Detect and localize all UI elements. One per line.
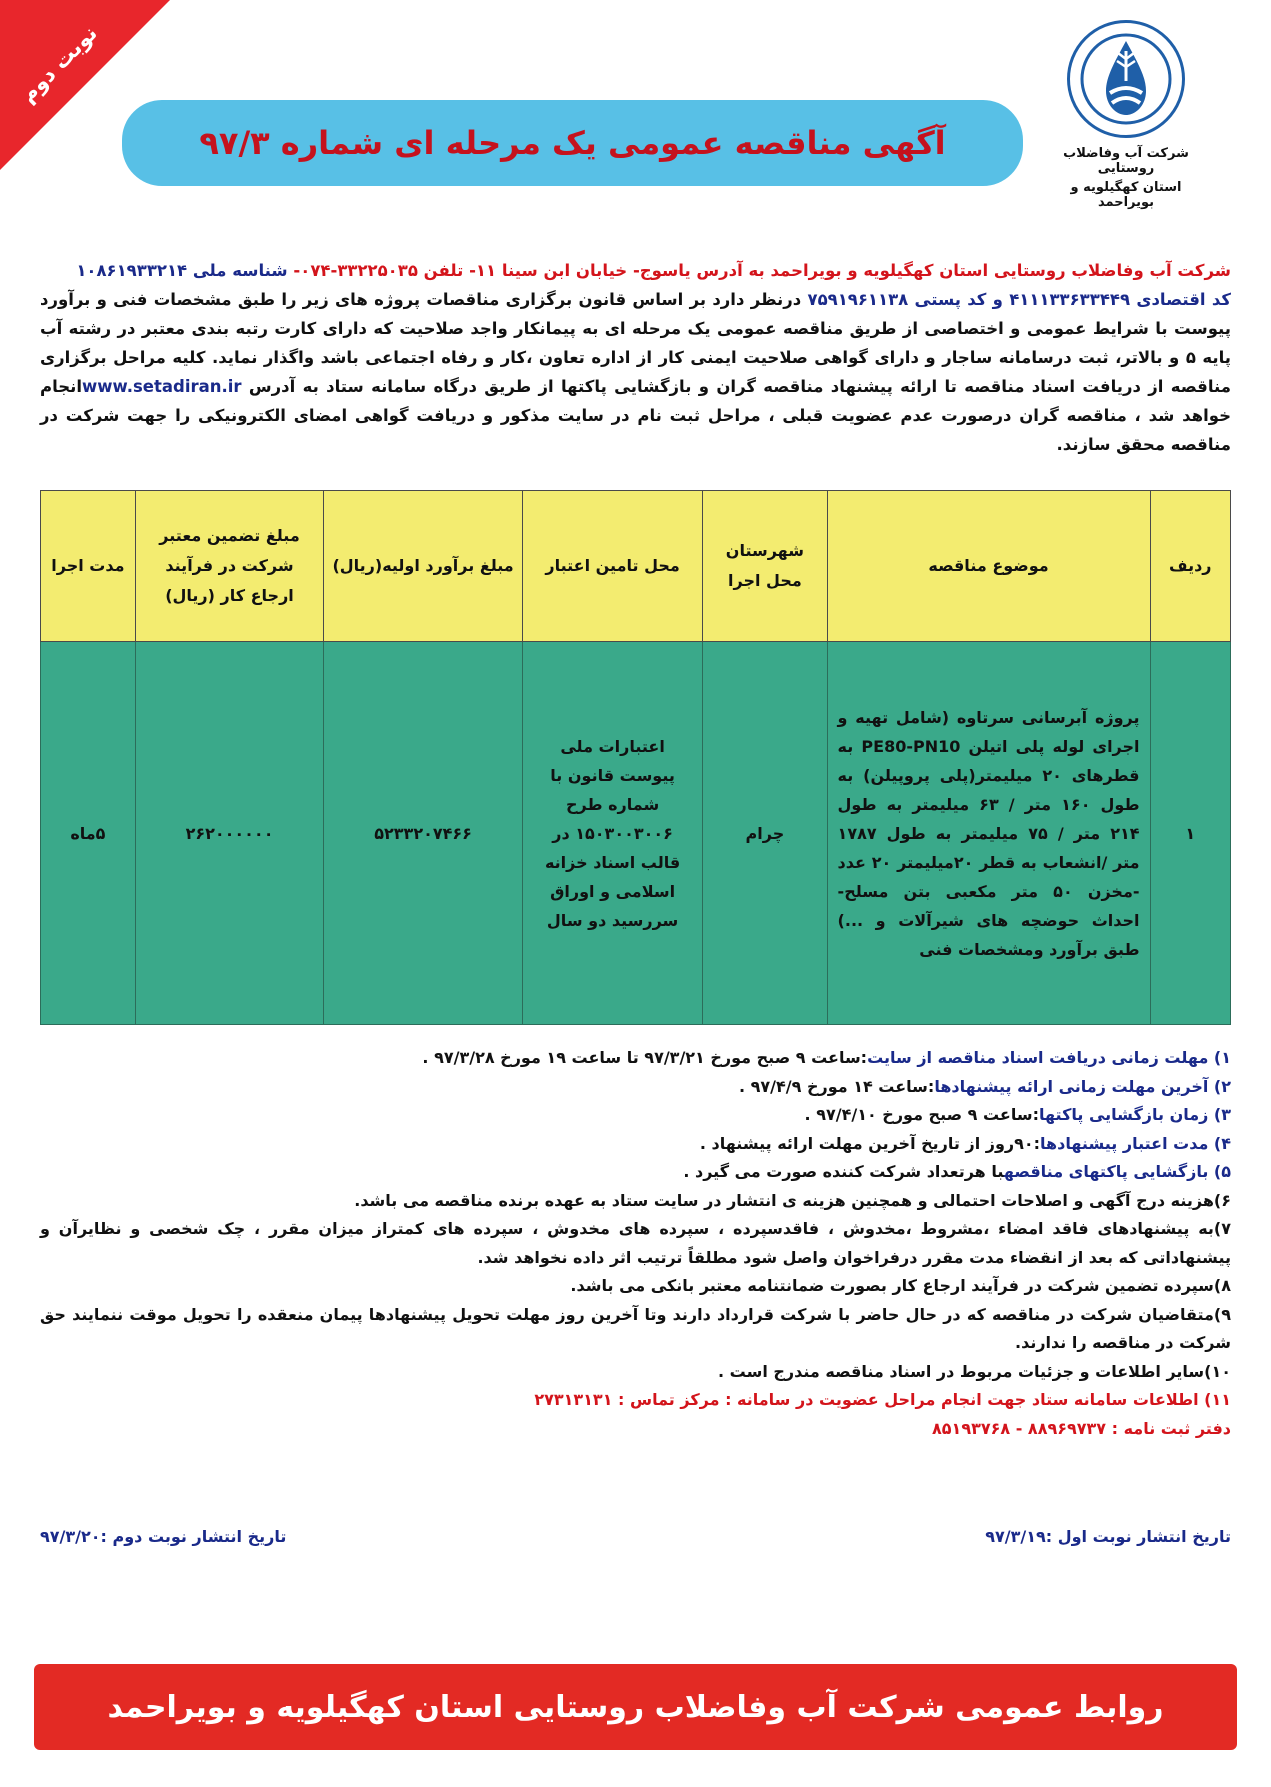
intro-company: شرکت آب وفاضلاب روستایی استان کهگیلویه و بویراحمد به آدرس [696,261,1231,280]
list-item [40,1215,1231,1272]
second-publication-date: تاریخ انتشار نوبت دوم :۹۷/۳/۲۰ [40,1527,287,1546]
list-item [40,1187,1231,1216]
publication-dates [40,1527,1231,1546]
item-text: :ساعت ۹ صبح مورخ ۹۷/۳/۲۱ تا ساعت ۱۹ مورخ ۹۷/۳/۲۸ . [422,1048,868,1067]
intro-website[interactable]: www.setadiran.ir [82,377,242,396]
list-item [40,1358,1231,1387]
item-label: ۳) زمان بازگشایی پاکتها [1038,1105,1231,1124]
col-subject: موضوع مناقصه [827,491,1150,642]
item-text: :ساعت ۹ صبح مورخ ۹۷/۴/۱۰ . [804,1105,1039,1124]
col-estimate: مبلغ برآورد اولیه(ریال) [324,491,523,642]
item-text: ۸)سپرده تضمین شرکت در فرآیند ارجاع کار بصورت ضمانتنامه معتبر بانکی می باشد. [570,1276,1231,1295]
company-logo [1051,20,1201,210]
item-label: ۱۱) اطلاعات سامانه ستاد جهت انجام مراحل عضویت در سامانه : مرکز تماس : ۲۷۳۱۳۱۳۱ [534,1390,1231,1409]
item-label: ۵) بازگشایی پاکتهای مناقصه [1003,1162,1231,1181]
cell-subject: پروژه آبرسانی سرتاوه (شامل تهیه و اجرای لوله پلی اتیلن PE80-PN10 به قطرهای ۲۰ میلیمتر(پلی پروپیلن) به طول ۱۶۰ متر / ۶۳ میلیمتر به طول ۲۱۴ متر / ۷۵ میلیمتر به طول ۱۷۸۷ متر /انشعاب به قطر ۲۰میلیمتر ۲۰ عدد -مخزن ۵۰ متر مکعبی بتن مسلح- احداث حوضچه های شیرآلات و ...) طبق برآورد ومشخصات فنی [827,642,1150,1025]
cell-guarantee: ۲۶۲۰۰۰۰۰۰ [135,642,323,1025]
list-item [40,1130,1231,1159]
logo-province-name: استان کهگیلویه و بویراحمد [1070,180,1182,210]
list-item [40,1044,1231,1073]
intro-paragraph [40,256,1231,459]
col-funding: محل تامین اعتبار [522,491,702,642]
item-text: ۶)هزینه درج آگهی و اصلاحات احتمالی و همچنین هزینه ی انتشار در سایت ستاد به عهده برنده مناقصه می باشد. [354,1190,1231,1210]
item-text: :۹۰روز از تاریخ آخرین مهلت ارائه پیشنهاد . [699,1133,1041,1153]
intro-body-1: درنظر دارد بر اساس قانون برگزاری مناقصات پروژه های زیر را طبق مشخصات فنی و برآورد پیوست با شرایط عمومی و اختصاصی از طریق مناقصه عمومی یک مرحله ای به پیمانکار واجد صلاحیت که دارای کارت رتبه بندی معتبر در رشته آب پایه ۵ و بالاتر، ثبت درسامانه ساجار و دارای گواهی صلاحیت ایمنی کار از اداره تعاون ،کار و رفاه اجتماعی باشد واگذار نماید. کلیه مراحل برگزاری مناقصه از دریافت اسناد مناقصه تا ارائه پیشنهاد مناقصه گران و بازگشایی پاکتها از طریق درگاه سامانه ستاد به آدرس [40,290,1231,396]
logo-company-name: شرکت آب وفاضلاب روستایی [1063,146,1189,176]
cell-city: چرام [703,642,827,1025]
list-item [40,1272,1231,1301]
footer-banner: روابط عمومی شرکت آب وفاضلاب روستایی استان کهگیلویه و بویراحمد [34,1664,1237,1750]
notice-title: آگهی مناقصه عمومی یک مرحله ای شماره ۹۷/۳ [122,100,1023,186]
list-item [40,1415,1231,1444]
item-text: با هرتعداد شرکت کننده صورت می گیرد . [683,1162,1004,1181]
ribbon-text: نوبت دوم [15,20,102,108]
conditions-list [40,1044,1231,1443]
cell-funding: اعتبارات ملی پیوست قانون با شماره طرح ۱۵۰۳۰۰۳۰۰۶ در قالب اسناد خزانه اسلامی و اوراق سررسید دو سال [522,642,702,1025]
col-city: شهرستان محل اجرا [703,491,827,642]
cell-row-no: ۱ [1150,642,1230,1025]
intro-national-id: شناسه ملی ۱۰۸۶۱۹۳۳۲۱۴ [76,261,288,280]
intro-body-2: انجام خواهد شد ، مناقصه گران درصورت عدم عضویت قبلی ، مراحل ثبت نام در سایت مذکور و دریافت گواهی امضای الکترونیکی را جهت شرکت در مناقصه محقق سازند. [40,377,1231,454]
item-text: :ساعت ۱۴ مورخ ۹۷/۴/۹ . [738,1076,935,1096]
item-text: ۷)به پیشنهادهای فاقد امضاء ،مشروط ،مخدوش ، فاقدسپرده ، سپرده های مخدوش ، سپرده های کمتراز میزان مقرر ، چک شخصی و نظایرآن و پیشنهاداتی که بعد از انقضاء مدت مقرر درفراخوان واصل شود مطلقاً ترتیب اثر داده نخواهد شد. [40,1219,1231,1267]
cell-duration: ۵ماه [41,642,136,1025]
tender-table [40,490,1231,1025]
item-label: ۲) آخرین مهلت زمانی ارائه پیشنهادها [934,1076,1231,1096]
col-row-no: ردیف [1150,491,1230,642]
list-item [40,1101,1231,1130]
intro-economic-code: کد اقتصادی ۴۱۱۱۳۳۶۳۳۴۴۹ و کد پستی ۷۵۹۱۹۶۱۱۳۸ [807,290,1231,309]
item-text: ۹)متقاضیان شرکت در مناقصه که در حال حاضر با شرکت قرارداد دارند وتا آخرین روز مهلت تحویل پیشنهادها پیمان منعقده را تحویل موقت ننمایند حق شرکت در مناقصه را ندارند. [40,1304,1231,1352]
list-item [40,1158,1231,1187]
first-publication-date: تاریخ انتشار نوبت اول :۹۷/۳/۱۹ [985,1527,1231,1546]
list-item [40,1073,1231,1102]
intro-address: یاسوج- خیابان ابن سینا ۱۱- [469,261,691,280]
col-duration: مدت اجرا [41,491,136,642]
table-header-row [41,491,1231,642]
list-item [40,1301,1231,1358]
item-label: ۱) مهلت زمانی دریافت اسناد مناقصه از سایت [867,1048,1231,1067]
item-text: دفتر ثبت نامه : ۸۸۹۶۹۷۳۷ - ۸۵۱۹۳۷۶۸ [932,1418,1231,1438]
cell-estimate: ۵۲۳۳۲۰۷۴۶۶ [324,642,523,1025]
table-row [41,642,1231,1025]
list-item [40,1386,1231,1415]
item-text: ۱۰)سایر اطلاعات و جزئیات مربوط در اسناد مناقصه مندرج است . [718,1361,1231,1381]
water-drop-icon [1067,20,1185,138]
item-label: ۴) مدت اعتبار پیشنهادها [1040,1133,1231,1153]
intro-phone: تلفن ۳۳۲۲۵۰۳۵-۰۷۴- [293,261,464,280]
col-guarantee: مبلغ تضمین معتبر شرکت در فرآیند ارجاع کار (ریال) [135,491,323,642]
